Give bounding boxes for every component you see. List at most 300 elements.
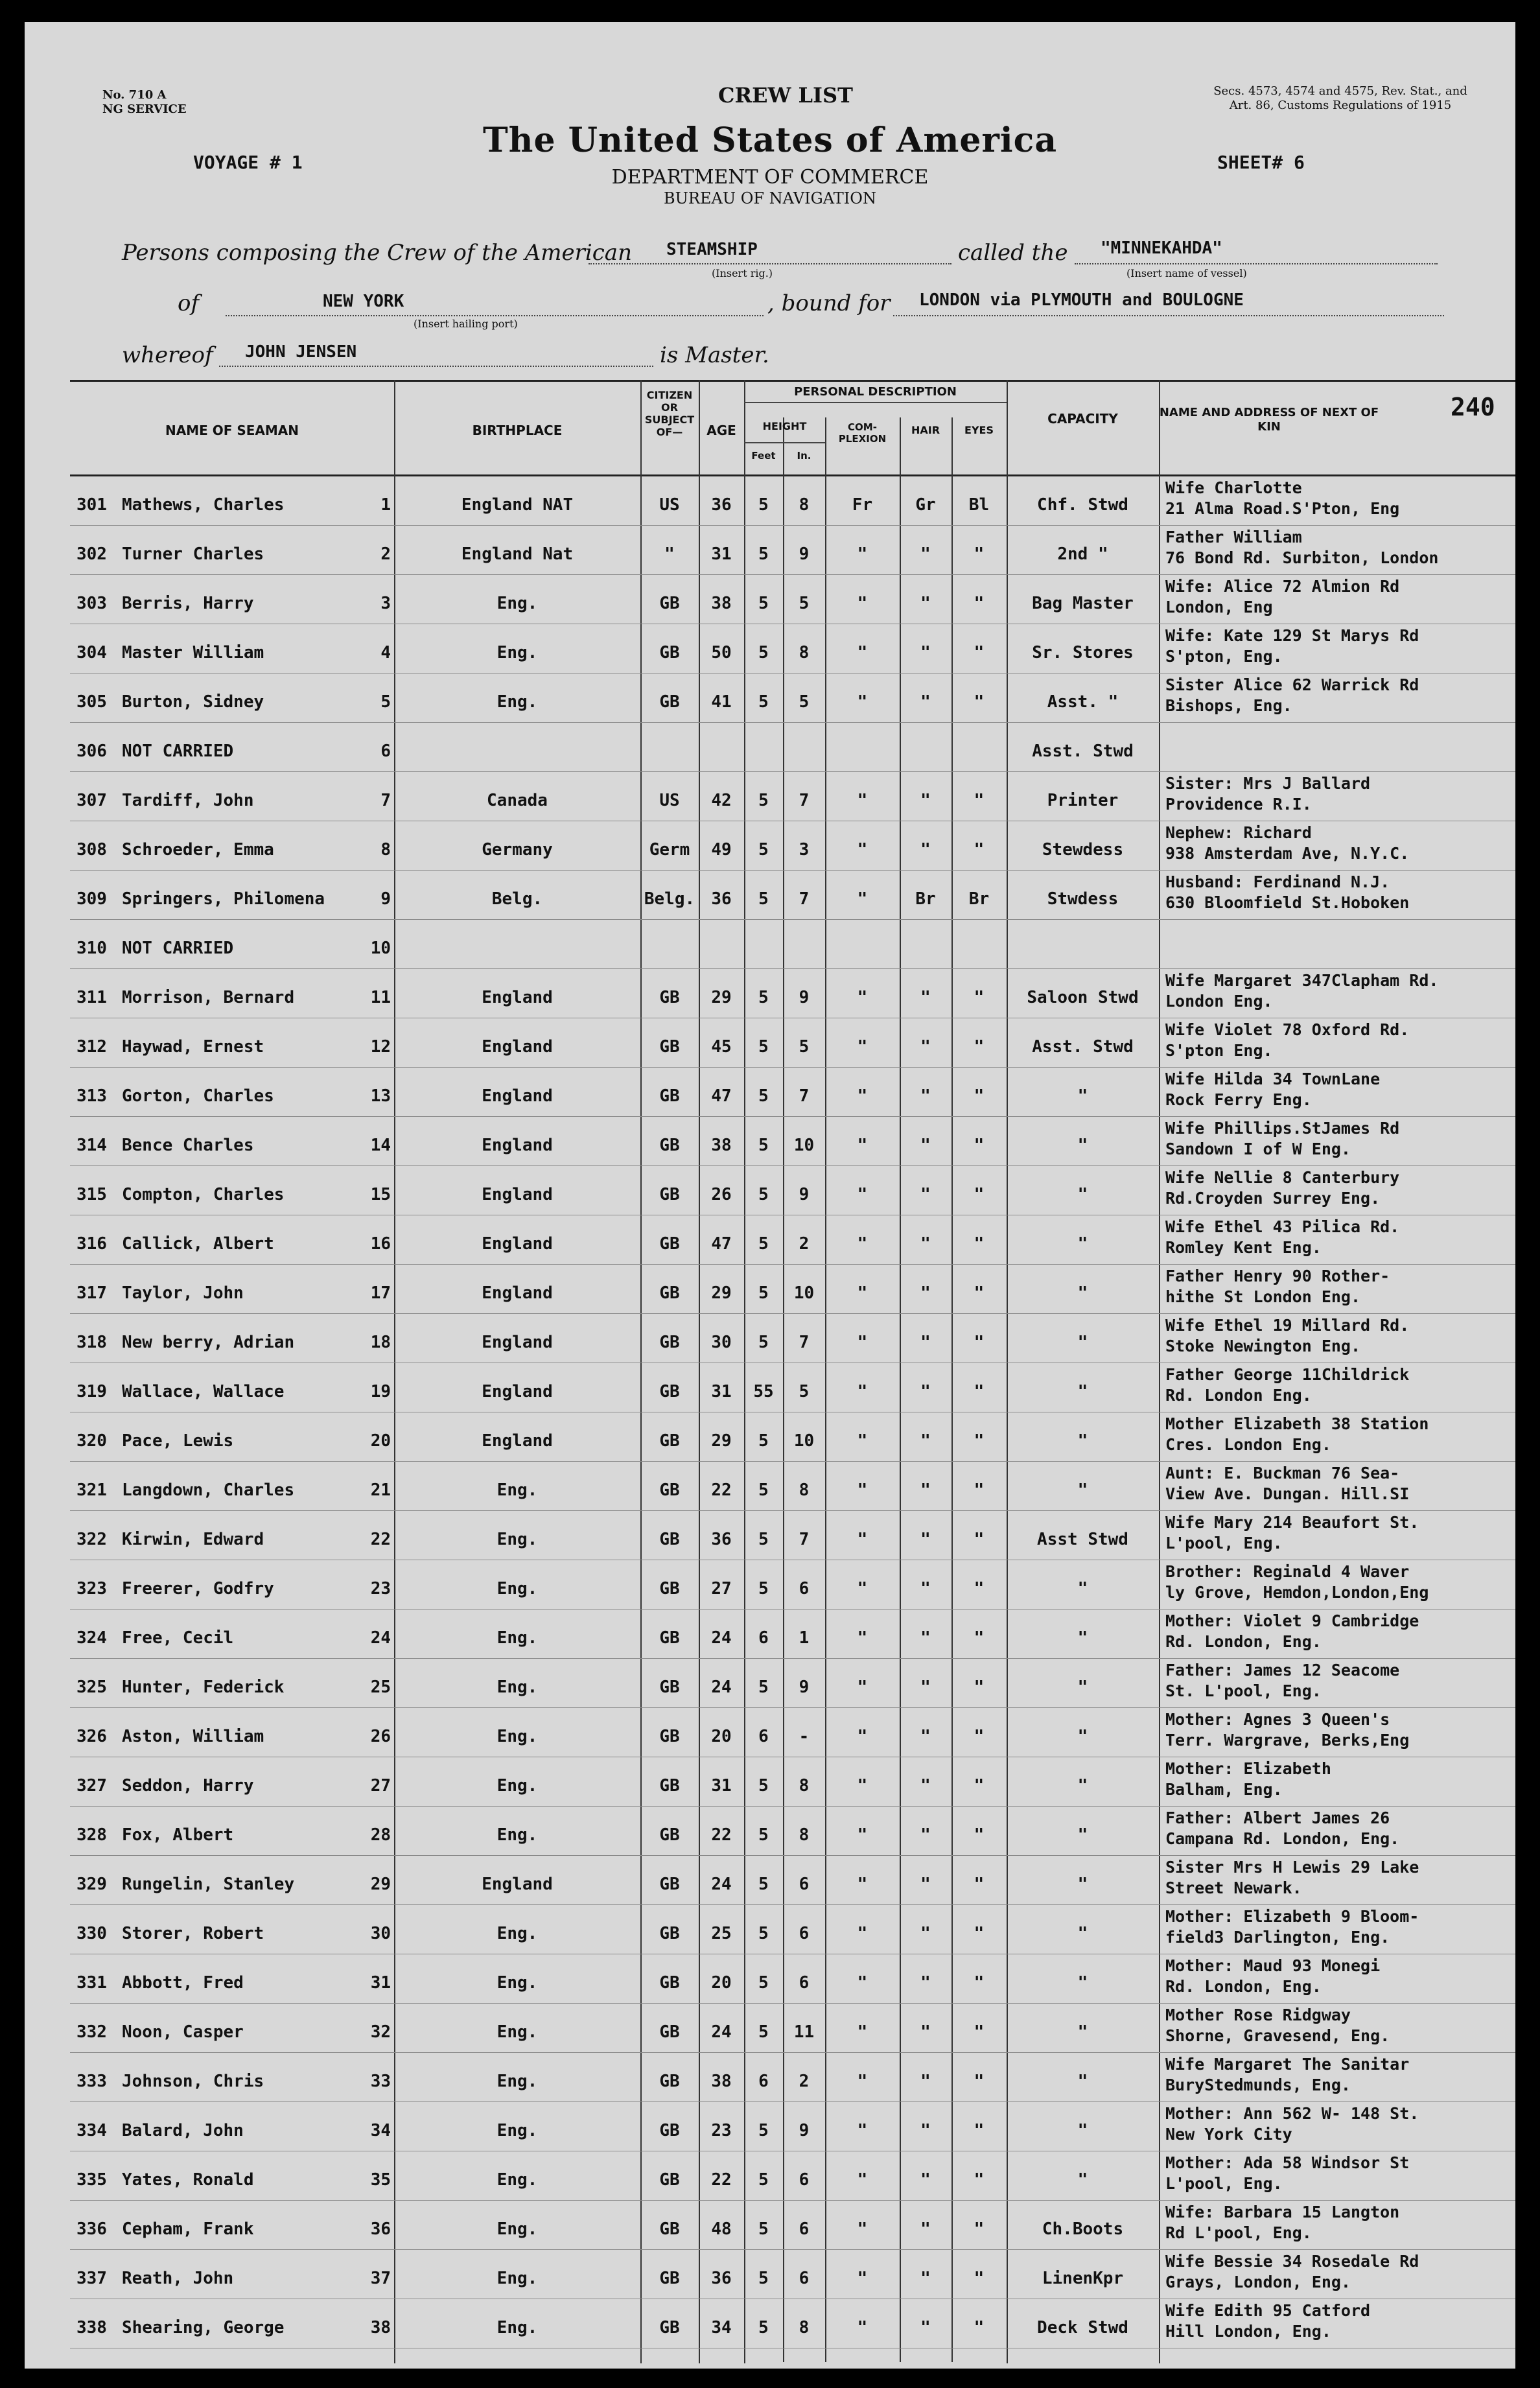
- next-of-kin-line: field3 Darlington, Eng.: [1165, 1928, 1390, 1947]
- seaman-name: Storer, Robert: [122, 1924, 264, 1943]
- next-of-kin-line: Bishops, Eng.: [1165, 696, 1292, 715]
- eyes: ": [974, 2121, 985, 2140]
- page-stamp-number: 240: [1451, 393, 1495, 421]
- seaman-name: NOT CARRIED: [122, 939, 234, 958]
- capacity: ": [1077, 1382, 1088, 1401]
- complexion: ": [857, 1037, 868, 1057]
- line-number: 23: [370, 1579, 391, 1598]
- complexion: ": [857, 1382, 868, 1401]
- line-number: 4: [380, 643, 391, 662]
- line-number: 6: [380, 742, 391, 761]
- capacity: ": [1077, 1776, 1088, 1796]
- age: 31: [711, 1382, 732, 1401]
- hair: ": [920, 1333, 931, 1352]
- height-feet: 55: [753, 1382, 774, 1401]
- capacity: ": [1077, 1628, 1088, 1648]
- line-number: 10: [370, 939, 391, 958]
- age: 24: [711, 1628, 732, 1648]
- line-number: 8: [380, 840, 391, 860]
- next-of-kin-line: London, Eng: [1165, 598, 1273, 616]
- age: 25: [711, 1924, 732, 1943]
- complexion: ": [857, 1875, 868, 1894]
- seaman-name: Tardiff, John: [122, 791, 254, 810]
- complexion: ": [857, 1530, 868, 1549]
- citizenship: GB: [659, 1628, 680, 1648]
- height-inches: 7: [799, 1333, 810, 1352]
- birthplace: England: [482, 988, 553, 1007]
- line-number: 33: [370, 2072, 391, 2091]
- age: 31: [711, 1776, 732, 1796]
- height-inches: 9: [799, 1678, 810, 1697]
- birthplace: Eng.: [496, 2121, 538, 2140]
- seaman-name: Rungelin, Stanley: [122, 1875, 295, 1894]
- citizenship: GB: [659, 1678, 680, 1697]
- seaman-name: Balard, John: [122, 2121, 244, 2140]
- height-feet: 5: [758, 1333, 769, 1352]
- seaman-name: Hunter, Federick: [122, 1678, 285, 1697]
- next-of-kin-line: Father: James 12 Seacome: [1165, 1661, 1400, 1680]
- called-label: called the: [958, 240, 1068, 266]
- age: 29: [711, 988, 732, 1007]
- capacity: ": [1077, 1924, 1088, 1943]
- next-of-kin-line: ly Grove, Hemdon,London,Eng: [1165, 1583, 1429, 1602]
- complexion: ": [857, 692, 868, 712]
- birthplace: Eng.: [496, 2022, 538, 2042]
- row-ref-number: 301: [76, 495, 107, 515]
- age: 47: [711, 1086, 732, 1106]
- hair: ": [920, 988, 931, 1007]
- capacity: Bag Master: [1032, 594, 1134, 613]
- age: 42: [711, 791, 732, 810]
- capacity: ": [1077, 1283, 1088, 1303]
- citizenship: GB: [659, 1727, 680, 1746]
- next-of-kin-line: Father Henry 90 Rother-: [1165, 1267, 1390, 1285]
- height-feet: 5: [758, 1579, 769, 1598]
- capacity: ": [1077, 2022, 1088, 2042]
- complexion: ": [857, 2219, 868, 2239]
- complexion: ": [857, 840, 868, 860]
- capacity: ": [1077, 1333, 1088, 1352]
- birthplace: England: [482, 1875, 553, 1894]
- height-inches: 6: [799, 1973, 810, 1993]
- height-feet: 6: [758, 1628, 769, 1648]
- seaman-name: Free, Cecil: [122, 1628, 234, 1648]
- citizenship: GB: [659, 692, 680, 712]
- row-ref-number: 325: [76, 1678, 107, 1697]
- seaman-name: Langdown, Charles: [122, 1481, 295, 1500]
- age: 23: [711, 2121, 732, 2140]
- line-number: 22: [370, 1530, 391, 1549]
- birthplace: Eng.: [496, 1481, 538, 1500]
- col-height: HEIGHT: [762, 420, 807, 432]
- hair: ": [920, 1234, 931, 1254]
- citizenship: GB: [659, 1776, 680, 1796]
- citizenship: US: [659, 791, 680, 810]
- age: 22: [711, 2170, 732, 2190]
- hair: ": [920, 1875, 931, 1894]
- seaman-name: Haywad, Ernest: [122, 1037, 264, 1057]
- capacity: ": [1077, 2072, 1088, 2091]
- row-ref-number: 309: [76, 889, 107, 909]
- height-inches: 7: [799, 889, 810, 909]
- eyes: Bl: [968, 495, 990, 515]
- row-ref-number: 302: [76, 544, 107, 564]
- complexion: ": [857, 1727, 868, 1746]
- line-number: 13: [370, 1086, 391, 1106]
- hair: ": [920, 1727, 931, 1746]
- eyes: ": [974, 1776, 985, 1796]
- hair: ": [920, 2121, 931, 2140]
- citizenship: GB: [659, 1530, 680, 1549]
- hair: ": [920, 2072, 931, 2091]
- age: 36: [711, 889, 732, 909]
- birthplace: Eng.: [496, 1678, 538, 1697]
- height-inches: 8: [799, 1481, 810, 1500]
- height-feet: 5: [758, 1037, 769, 1057]
- height-feet: 5: [758, 1283, 769, 1303]
- row-ref-number: 333: [76, 2072, 107, 2091]
- height-inches: 9: [799, 1185, 810, 1204]
- complexion: ": [857, 1086, 868, 1106]
- height-inches: -: [799, 1727, 810, 1746]
- complexion: ": [857, 2269, 868, 2288]
- age: 45: [711, 1037, 732, 1057]
- next-of-kin-line: L'pool, Eng.: [1165, 2174, 1283, 2193]
- seaman-name: Abbott, Fred: [122, 1973, 244, 1993]
- seaman-name: Reath, John: [122, 2269, 234, 2288]
- capacity: ": [1077, 1727, 1088, 1746]
- capacity: ": [1077, 1234, 1088, 1254]
- height-inches: 6: [799, 2219, 810, 2239]
- hair: ": [920, 1530, 931, 1549]
- next-of-kin-line: New York City: [1165, 2125, 1292, 2144]
- next-of-kin-line: Mother Elizabeth 38 Station: [1165, 1414, 1429, 1433]
- eyes: ": [974, 1875, 985, 1894]
- row-ref-number: 327: [76, 1776, 107, 1796]
- next-of-kin-line: Sister: Mrs J Ballard: [1165, 774, 1371, 793]
- age: 26: [711, 1185, 732, 1204]
- citizenship: Germ: [649, 840, 690, 860]
- citizenship: GB: [659, 594, 680, 613]
- capacity: ": [1077, 1579, 1088, 1598]
- line-number: 26: [370, 1727, 391, 1746]
- hair: ": [920, 692, 931, 712]
- complexion: ": [857, 643, 868, 662]
- seaman-name: New berry, Adrian: [122, 1333, 295, 1352]
- eyes: ": [974, 2072, 985, 2091]
- height-feet: 5: [758, 1776, 769, 1796]
- next-of-kin-line: Husband: Ferdinand N.J.: [1165, 872, 1390, 891]
- next-of-kin-line: Stoke Newington Eng.: [1165, 1337, 1361, 1355]
- height-feet: 5: [758, 1234, 769, 1254]
- next-of-kin-line: Wife Hilda 34 TownLane: [1165, 1070, 1381, 1088]
- capacity: Chf. Stwd: [1037, 495, 1128, 515]
- birthplace: Eng.: [496, 2170, 538, 2190]
- eyes: ": [974, 1382, 985, 1401]
- row-ref-number: 320: [76, 1431, 107, 1451]
- height-inches: 8: [799, 495, 810, 515]
- eyes: ": [974, 840, 985, 860]
- age: 22: [711, 1481, 732, 1500]
- eyes: ": [974, 1727, 985, 1746]
- row-ref-number: 310: [76, 939, 107, 958]
- hair: ": [920, 1579, 931, 1598]
- complexion: ": [857, 1924, 868, 1943]
- destination: LONDON via PLYMOUTH and BOULOGNE: [919, 290, 1244, 310]
- seaman-name: Bence Charles: [122, 1136, 254, 1155]
- citizenship: GB: [659, 2318, 680, 2337]
- row-ref-number: 326: [76, 1727, 107, 1746]
- citizenship: GB: [659, 1185, 680, 1204]
- hair: ": [920, 643, 931, 662]
- age: 24: [711, 1875, 732, 1894]
- next-of-kin-line: Rd. London, Eng.: [1165, 1977, 1322, 1996]
- height-feet: 5: [758, 643, 769, 662]
- hair: ": [920, 1678, 931, 1697]
- next-of-kin-line: Wife Bessie 34 Rosedale Rd: [1165, 2252, 1419, 2271]
- next-of-kin-line: Street Newark.: [1165, 1879, 1302, 1897]
- hair: ": [920, 544, 931, 564]
- row-ref-number: 308: [76, 840, 107, 860]
- row-ref-number: 334: [76, 2121, 107, 2140]
- seaman-name: Compton, Charles: [122, 1185, 285, 1204]
- next-of-kin-line: View Ave. Dungan. Hill.SI: [1165, 1484, 1410, 1503]
- next-of-kin-line: Hill London, Eng.: [1165, 2322, 1331, 2341]
- next-of-kin-line: Mother: Elizabeth: [1165, 1759, 1331, 1778]
- seaman-name: Schroeder, Emma: [122, 840, 274, 860]
- seaman-name: Callick, Albert: [122, 1234, 274, 1254]
- col-feet: Feet: [751, 450, 776, 462]
- complexion: ": [857, 1825, 868, 1845]
- citizenship: GB: [659, 1037, 680, 1057]
- height-feet: 5: [758, 2219, 769, 2239]
- col-hair: HAIR: [911, 424, 940, 436]
- hair: ": [920, 2318, 931, 2337]
- row-ref-number: 304: [76, 643, 107, 662]
- citizenship: GB: [659, 2121, 680, 2140]
- age: 31: [711, 544, 732, 564]
- birthplace: Canada: [487, 791, 548, 810]
- row-ref-number: 328: [76, 1825, 107, 1845]
- next-of-kin-line: Mother: Maud 93 Monegi: [1165, 1956, 1381, 1975]
- capacity: Stewdess: [1042, 840, 1124, 860]
- next-of-kin-line: Romley Kent Eng.: [1165, 1238, 1322, 1257]
- height-inches: 10: [793, 1136, 815, 1155]
- hair: ": [920, 791, 931, 810]
- sheet-number: SHEET# 6: [1217, 152, 1305, 173]
- height-inches: 9: [799, 2121, 810, 2140]
- seaman-name: Noon, Casper: [122, 2022, 244, 2042]
- col-birthplace: BIRTHPLACE: [472, 423, 563, 438]
- citizenship: GB: [659, 1086, 680, 1106]
- complexion: ": [857, 1678, 868, 1697]
- citizenship: GB: [659, 1924, 680, 1943]
- next-of-kin-line: Wife Margaret The Sanitar: [1165, 2055, 1410, 2074]
- birthplace: Eng.: [496, 1530, 538, 1549]
- row-ref-number: 318: [76, 1333, 107, 1352]
- next-of-kin-line: Rock Ferry Eng.: [1165, 1090, 1312, 1109]
- next-of-kin-line: Nephew: Richard: [1165, 823, 1312, 842]
- height-feet: 5: [758, 2170, 769, 2190]
- capacity: Asst Stwd: [1037, 1530, 1128, 1549]
- complexion: ": [857, 1333, 868, 1352]
- eyes: ": [974, 1283, 985, 1303]
- col-name-of-seaman: NAME OF SEAMAN: [165, 423, 299, 438]
- height-feet: 5: [758, 791, 769, 810]
- line-number: 19: [370, 1382, 391, 1401]
- complexion: ": [857, 1481, 868, 1500]
- height-inches: 10: [793, 1431, 815, 1451]
- eyes: ": [974, 2269, 985, 2288]
- height-feet: 5: [758, 544, 769, 564]
- height-feet: 5: [758, 1924, 769, 1943]
- birthplace: England: [482, 1234, 553, 1254]
- seaman-name: Berris, Harry: [122, 594, 254, 613]
- statute-reference: Secs. 4573, 4574 and 4575, Rev. Stat., and Art. 86, Customs Regulations of 1915: [1213, 84, 1467, 112]
- row-ref-number: 303: [76, 594, 107, 613]
- eyes: ": [974, 2318, 985, 2337]
- eyes: ": [974, 1924, 985, 1943]
- department: DEPARTMENT OF COMMERCE: [611, 166, 929, 189]
- capacity: LinenKpr: [1042, 2269, 1124, 2288]
- age: 38: [711, 594, 732, 613]
- capacity: Asst. ": [1047, 692, 1119, 712]
- seaman-name: Turner Charles: [122, 544, 264, 564]
- birthplace: Eng.: [496, 2269, 538, 2288]
- eyes: ": [974, 791, 985, 810]
- next-of-kin-line: Mother: Agnes 3 Queen's: [1165, 1710, 1390, 1729]
- citizenship: GB: [659, 643, 680, 662]
- capacity: ": [1077, 2121, 1088, 2140]
- eyes: ": [974, 1579, 985, 1598]
- birthplace: Eng.: [496, 2072, 538, 2091]
- complexion: ": [857, 1973, 868, 1993]
- next-of-kin-line: Sandown I of W Eng.: [1165, 1140, 1351, 1158]
- row-ref-number: 331: [76, 1973, 107, 1993]
- hair: ": [920, 1431, 931, 1451]
- hair: ": [920, 1825, 931, 1845]
- height-feet: 5: [758, 2269, 769, 2288]
- row-ref-number: 323: [76, 1579, 107, 1598]
- row-ref-number: 316: [76, 1234, 107, 1254]
- line-number: 12: [370, 1037, 391, 1057]
- next-of-kin-line: Wife Violet 78 Oxford Rd.: [1165, 1020, 1410, 1039]
- eyes: ": [974, 1431, 985, 1451]
- seaman-name: Burton, Sidney: [122, 692, 264, 712]
- eyes: ": [974, 1333, 985, 1352]
- height-feet: 5: [758, 1973, 769, 1993]
- age: 29: [711, 1283, 732, 1303]
- row-ref-number: 324: [76, 1628, 107, 1648]
- line-number: 35: [370, 2170, 391, 2190]
- next-of-kin-line: hithe St London Eng.: [1165, 1287, 1361, 1306]
- age: 49: [711, 840, 732, 860]
- next-of-kin-line: BuryStedmunds, Eng.: [1165, 2076, 1351, 2094]
- form-service: NG SERVICE: [102, 102, 187, 116]
- next-of-kin-line: Shorne, Gravesend, Eng.: [1165, 2026, 1390, 2045]
- capacity: ": [1077, 1875, 1088, 1894]
- citizenship: GB: [659, 1333, 680, 1352]
- hair: ": [920, 1973, 931, 1993]
- persons-label: Persons composing the Crew of the American: [122, 240, 632, 266]
- next-of-kin-line: Wife: Barbara 15 Langton: [1165, 2203, 1400, 2221]
- bureau: BUREAU OF NAVIGATION: [664, 189, 876, 207]
- citizenship: GB: [659, 1973, 680, 1993]
- capacity: Sr. Stores: [1032, 643, 1134, 662]
- capacity: 2nd ": [1057, 544, 1108, 564]
- row-ref-number: 317: [76, 1283, 107, 1303]
- vessel-type: STEAMSHIP: [666, 240, 758, 259]
- next-of-kin-line: Balham, Eng.: [1165, 1780, 1283, 1799]
- next-of-kin-line: Terr. Wargrave, Berks,Eng: [1165, 1731, 1410, 1750]
- age: 20: [711, 1973, 732, 1993]
- age: 50: [711, 643, 732, 662]
- eyes: ": [974, 1628, 985, 1648]
- capacity: Printer: [1047, 791, 1119, 810]
- col-next-of-kin: NAME AND ADDRESS OF NEXT OF KIN: [1159, 406, 1379, 434]
- next-of-kin-line: Father William: [1165, 528, 1302, 546]
- birthplace: England: [482, 1431, 553, 1451]
- next-of-kin-line: Mother: Elizabeth 9 Bloom-: [1165, 1907, 1419, 1926]
- col-personal-description: PERSONAL DESCRIPTION: [794, 385, 957, 399]
- capacity: ": [1077, 1136, 1088, 1155]
- height-feet: 6: [758, 1727, 769, 1746]
- col-citizen: CITIZEN OR SUBJECT OF—: [644, 389, 695, 438]
- complexion: ": [857, 1431, 868, 1451]
- height-feet: 5: [758, 1185, 769, 1204]
- form-number: No. 710 A: [102, 88, 167, 102]
- row-ref-number: 314: [76, 1136, 107, 1155]
- complexion: ": [857, 2072, 868, 2091]
- col-age: AGE: [706, 423, 736, 438]
- complexion: ": [857, 1579, 868, 1598]
- height-inches: 5: [799, 692, 810, 712]
- height-feet: 5: [758, 1136, 769, 1155]
- birthplace: Belg.: [491, 889, 543, 909]
- seaman-name: Pace, Lewis: [122, 1431, 234, 1451]
- line-number: 14: [370, 1136, 391, 1155]
- birthplace: Eng.: [496, 1579, 538, 1598]
- seaman-name: Yates, Ronald: [122, 2170, 254, 2190]
- next-of-kin-line: Providence R.I.: [1165, 795, 1312, 814]
- capacity: ": [1077, 1481, 1088, 1500]
- eyes: ": [974, 1234, 985, 1254]
- height-inches: 2: [799, 2072, 810, 2091]
- height-inches: 6: [799, 2170, 810, 2190]
- capacity: ": [1077, 1431, 1088, 1451]
- line-number: 31: [370, 1973, 391, 1993]
- seaman-name: Master William: [122, 643, 264, 662]
- next-of-kin-line: Brother: Reginald 4 Waver: [1165, 1562, 1410, 1581]
- citizenship: GB: [659, 1382, 680, 1401]
- seaman-name: Fox, Albert: [122, 1825, 234, 1845]
- crew-list-document: No. 710 A NG SERVICE CREW LIST Secs. 4573, 4574 and 4575, Rev. Stat., and Art. 86, Customs Regulations of 1915 The United States of America DEPARTMENT OF COMMERCE BUREAU OF NAVIGATION VOYAGE # 1 SHEET# 6 Persons composing the Crew of the American STEAMSHIP (Insert rig.) called the "MINNEKAHDA" (Insert name of vessel) of NEW YORK (Insert hailing port) , bound for LONDON via PLYMOUTH and BOULOGNE whereof JOHN JENSEN is Master. NAME OF SEAMAN BIRTHPLACE CITIZEN OR SUBJECT OF— AGE PERSONAL DESCRIPTION HEIGHT Feet In. COM-PLEXION HAIR EYES CAPACITY NAME AND ADDRESS OF NEXT OF KIN 240 301 Mathews, Charles 1 England NAT US 36 5 8 Fr Gr Bl Chf. Stwd Wife Charlotte 21 Alma Road.S'Pton, Eng 302 Turner Charles 2 England Nat " 31 5 9 " " " 2nd " Father William 76 Bond Rd. Surbiton, London 303 Berris, Harry 3 Eng. GB 38 5 5 " " " Bag Master Wife: Alice 72 Almion Rd London, Eng 304 Master William 4 Eng. GB 50 5 8 " " " Sr. Stores Wife: Kate 129 St Marys Rd S'pton, Eng. 305 Burton, Sidney 5 Eng. GB 41 5 5 " " " Asst. " Sister Alice 62 Warrick Rd Bishops, Eng. 306 NOT CARRIED 6 Asst. Stwd 307 Tardiff, John 7 Canada US 42 5 7 " " " Printer Sister: Mrs J Ballard Providence R.I. 308 Schroeder, Emma 8 Germany Germ 49 5 3 " " " Stewdess Nephew: Richard 938 Amsterdam Ave, N.Y.C. 309 Springers, Philomena 9 Belg. Belg. 36 5 7 " Br Br Stwdess Husband: Ferdinand N.J. 630 Bloomfield St.Hoboken 310 NOT CARRIED 10 311 Morrison, Bernard 11 England GB 29 5 9 " " " Saloon Stwd Wife Margaret 347Clapham Rd. London Eng. 312 Haywad, Ernest 12 England GB 45 5 5 " " " Asst. Stwd Wife Violet 78 Oxford Rd. S'pton Eng. 313 Gorton, Charles 13 England GB 47 5 7 " " " " Wife Hilda 34 TownLane Rock Ferry Eng. 314 Bence Charles 14 England GB 38 5 10 " " " " Wife Phillips.StJames Rd Sandown I of W Eng. 315 Compton, Charles 15 England GB 26 5 9 " " " " Wife Nellie 8 Canterbury Rd.Croyden Surrey Eng. 316 Callick, Albert 16 England GB 47 5 2 " " " " Wife Ethel 43 Pilica Rd. Romley Kent Eng. 317 Taylor, John 17 England GB 29 5 10 " " " " Father Henry 90 Rother- hithe St London Eng. 318 New berry, Adrian 18 England GB 30 5 7 " " " " Wife Ethel 19 Millard Rd. Stoke Newington Eng. 319 Wallace, Wallace 19 England GB 31 55 5 " " " " Father George 11Childrick Rd. London Eng. 320 Pace, Lewis 20 England GB 29 5 10 " " " " Mother Elizabeth 38 Station Cres. London Eng. 321 Langdown, Charles 21 Eng. GB 22 5 8 " " " " Aunt: E. Buckman 76 Sea- View Ave. Dungan. Hill.SI 322 Kirwin, Edward 22 Eng. GB 36 5 7 " " " Asst Stwd Wife Mary 214 Beaufort St. L'pool, Eng. 323 Freerer, Godfry 23 Eng. GB 27 5 6 " " " " Brother: Reginald 4 Waver ly Grove, Hemdon,London,Eng 324 Free, Cecil 24 Eng. GB 24 6 1 " " " " Mother: Violet 9 Cambridge Rd. London, Eng. 325 Hunter, Federick 25 Eng. GB 24 5 9 " " " " Father: James 12 Seacome St. L'pool, Eng. 326 Aston, William 26 Eng. GB 20 6 - " " " " Mother: Agnes 3 Queen's Terr. Wargrave, Berks,Eng 327 Seddon, Harry 27 Eng. GB 31 5 8 " " " " Mother: Elizabeth Balham, Eng. 328 Fox, Albert 28 Eng. GB 22 5 8 " " " " Father: Albert James 26 Campana Rd. London, Eng. 329 Rungelin, Stanley 29 England GB 24 5 6 " " " " Sister Mrs H Lewis 29 Lake Street Newark. 330 Storer, Robert 30 Eng. GB 25 5 6 " " " " Mother: Elizabeth 9 Bloom- field3 Darlington, Eng. 331 Abbott, Fred 31 Eng. GB 20 5 6 " " " " Mother: Maud 93 Monegi Rd. London, Eng. 332 Noon, Casper 32 Eng. GB 24 5 11 " " " " Mother Rose Ridgway Shorne, Gravesend, Eng. 333 Johnson, Chris 33 Eng. GB 38 6 2 " " " " Wife Margaret The Sanitar BuryStedmunds, Eng. 334 Balard, John 34 Eng. GB 23 5 9 " " " " Mother: Ann 562 W- 148 St. New York City 335 Yates, Ronald 35 Eng. GB 22 5 6 " " " " Mother: Ada 58 Windsor St L'pool, Eng. 336 Cepham, Frank 36 Eng. GB 48 5 6 " " " Ch.Boots Wife: Barbara 15 Langton Rd L'pool, Eng. 337 Reath, John 37 Eng. GB 36 5 6 " " " LinenKpr Wife Bessie 34 Rosedale Rd Grays, London, Eng. 338 Shearing, George 38 Eng. GB 34 5 8 " " " Deck Stwd Wife Edith 95 Catford Hill London, Eng.: [25, 22, 1515, 2369]
- hair: ": [920, 1776, 931, 1796]
- height-inches: 7: [799, 791, 810, 810]
- eyes: ": [974, 1086, 985, 1106]
- eyes: ": [974, 594, 985, 613]
- line-number: 38: [370, 2318, 391, 2337]
- height-feet: 5: [758, 1530, 769, 1549]
- complexion: ": [857, 1185, 868, 1204]
- hair: ": [920, 1283, 931, 1303]
- line-number: 20: [370, 1431, 391, 1451]
- complexion: Fr: [852, 495, 873, 515]
- line-number: 37: [370, 2269, 391, 2288]
- hailing-port: NEW YORK: [323, 292, 404, 311]
- citizenship: GB: [659, 1825, 680, 1845]
- height-feet: 6: [758, 2072, 769, 2091]
